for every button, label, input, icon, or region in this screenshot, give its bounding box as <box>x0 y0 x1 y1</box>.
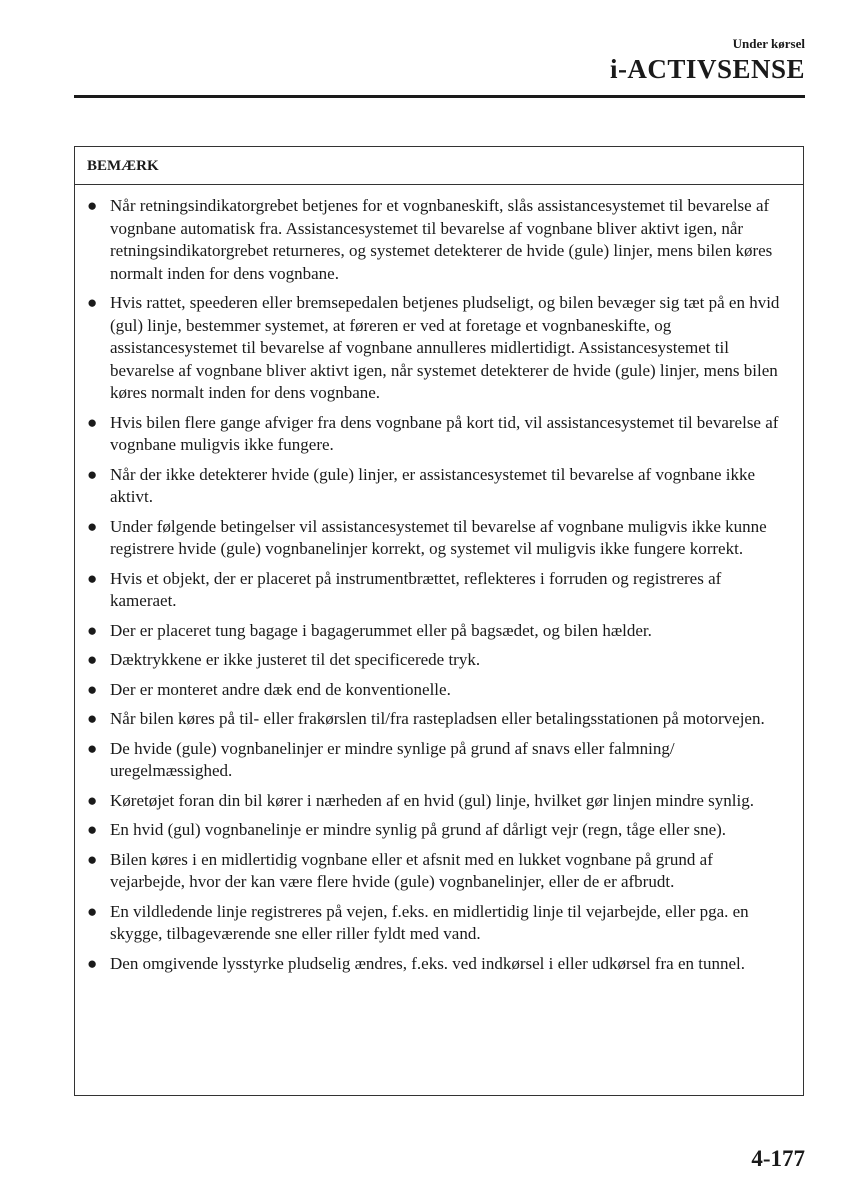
note-item <box>87 516 791 561</box>
bullet-icon: ● <box>87 293 98 312</box>
bullet-icon: ● <box>87 516 98 536</box>
note-item-text: En hvid (gul) vognbanelinje er mindre synlig på grund af dårligt vejr (regn, tåge eller sne). <box>110 820 727 839</box>
note-item-text: Når retningsindikatorgrebet betjenes for et vognbaneskift, slås assistancesystemet til bevarelse af vognbane automatisk fra. Assistancesystemet til bevarelse af vognbane bliver aktivt igen, når retningsindikatorgrebet returneres, og systemet detekterer de hvide (gule) linjer, mens bilen køres normalt inden for dens vognbane. <box>110 196 773 283</box>
bullet-icon: ● <box>87 709 98 728</box>
bullet-icon: ● <box>87 953 98 973</box>
note-item <box>87 620 791 643</box>
note-item <box>87 195 791 285</box>
note-item-text: Hvis et objekt, der er placeret på instrumentbrættet, reflekteres i forruden og registreres af kameraet. <box>110 568 722 610</box>
section-label: Under kørsel <box>732 36 805 51</box>
bullet-icon: ● <box>87 679 98 699</box>
header-divider <box>74 95 805 98</box>
note-item <box>87 464 791 509</box>
note-item <box>87 649 791 672</box>
note-item-text: Dæktrykkene er ikke justeret til det specificerede tryk. <box>110 650 481 669</box>
bullet-icon: ● <box>87 650 98 669</box>
note-item-text: Den omgivende lysstyrke pludselig ændres, f.eks. ved indkørsel i eller udkørsel fra en tunnel. <box>110 953 745 973</box>
note-item-text: Hvis rattet, speederen eller bremsepedalen betjenes pludseligt, og bilen bevæger sig tæt på en hvid (gul) linje, bestemmer systemet, at føreren er ved at foretage et vognbaneskifte, og assistancesystemet til bevarelse af vognbane annulleres midlertidigt. Assistancesystemet til bevarelse af vognbane bliver aktivt igen, når systemet detekterer de hvide (gule) linjer, mens bilen køres normalt inden for dens vognbane. <box>110 293 780 402</box>
note-item-text: Under følgende betingelser vil assistancesystemet til bevarelse af vognbane muligvis ikke kunne registrere hvide (gule) vognbanelinjer korrekt, og systemet vil muligvis ikke fungere korrekt. <box>110 516 767 558</box>
bullet-icon: ● <box>87 738 98 758</box>
note-item-text: En vildledende linje registreres på vejen, f.eks. en midlertidig linje til vejarbejde, eller pga. en skygge, tilbageværende sne eller riller fyldt med vand. <box>110 901 749 943</box>
note-heading: BEMÆRK <box>75 147 803 185</box>
bullet-icon: ● <box>87 849 98 869</box>
note-item-text: Hvis bilen flere gange afviger fra dens vognbane på kort tid, vil assistancesystemet til bevarelse af vognbane muligvis ikke fungere. <box>110 412 779 454</box>
note-item <box>87 790 791 813</box>
bullet-icon: ● <box>87 568 98 588</box>
note-list <box>75 185 803 975</box>
note-item <box>87 292 791 405</box>
bullet-icon: ● <box>87 820 98 839</box>
bullet-icon: ● <box>87 790 98 810</box>
note-item-text: Når der ikke detekterer hvide (gule) linjer, er assistancesystemet til bevarelse af vognbane ikke aktivt. <box>110 464 756 506</box>
note-item-text: Der er monteret andre dæk end de konventionelle. <box>110 679 451 699</box>
note-item-text: Bilen køres i en midlertidig vognbane eller et afsnit med en lukket vognbane på grund af vejarbejde, hvor der kan være flere hvide (gule) vognbanelinjer, eller de er afbrudt. <box>110 849 713 891</box>
page-title: i-ACTIVSENSE <box>609 54 805 84</box>
note-item <box>87 708 791 731</box>
bullet-icon: ● <box>87 196 98 215</box>
bullet-icon: ● <box>87 901 98 921</box>
note-item <box>87 738 791 783</box>
note-item <box>87 953 791 976</box>
bullet-icon: ● <box>87 412 98 432</box>
note-box <box>74 146 804 1096</box>
bullet-icon: ● <box>87 620 98 640</box>
note-item-text: Når bilen køres på til- eller frakørslen til/fra rastepladsen eller betalingsstationen på motorvejen. <box>110 709 765 728</box>
note-item <box>87 679 791 702</box>
note-item <box>87 819 791 842</box>
page-number: 4-177 <box>751 1146 805 1171</box>
note-item-text: Køretøjet foran din bil kører i nærheden af en hvid (gul) linje, hvilket gør linjen mindre synlig. <box>110 790 754 810</box>
note-item-text: De hvide (gule) vognbanelinjer er mindre synlige på grund af snavs eller falmning/ uregelmæssighed. <box>110 738 675 780</box>
note-item-text: Der er placeret tung bagage i bagagerummet eller på bagsædet, og bilen hælder. <box>110 620 652 640</box>
note-item <box>87 849 791 894</box>
note-item <box>87 568 791 613</box>
bullet-icon: ● <box>87 464 98 484</box>
note-item <box>87 412 791 457</box>
note-item <box>87 901 791 946</box>
